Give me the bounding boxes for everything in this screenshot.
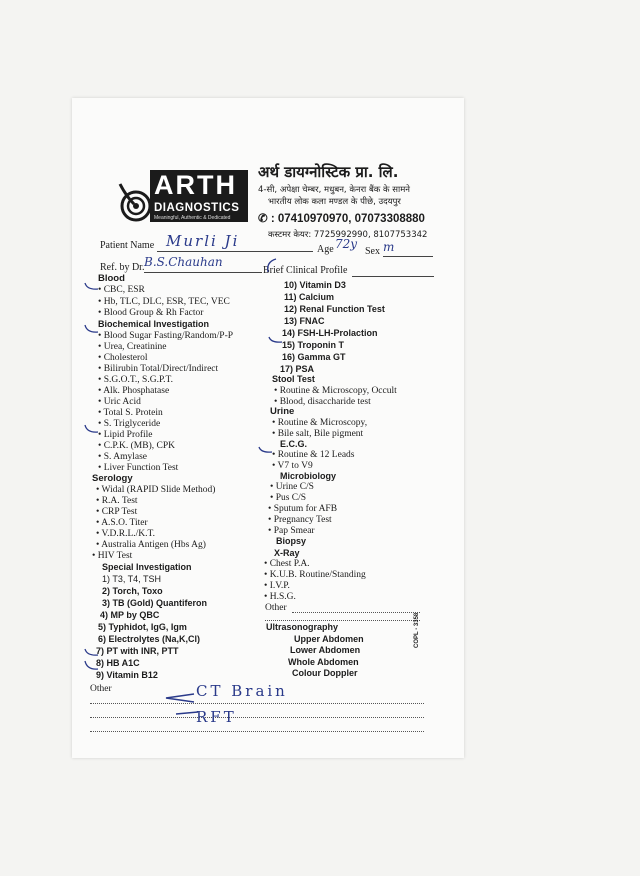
biopsy-heading: Biopsy bbox=[276, 536, 307, 546]
ref-doctor-value: B.S.Chauhan bbox=[144, 255, 223, 269]
other-dotted-line bbox=[265, 620, 420, 621]
test-item: • Bile salt, Bile pigment bbox=[272, 429, 364, 439]
stool-test-heading: Stool Test bbox=[272, 374, 315, 384]
lab-customer-care: कस्टमर केयर: 7725992990, 8107753342 bbox=[268, 230, 428, 240]
test-item: • Australia Antigen (Hbs Ag) bbox=[96, 540, 206, 550]
xray-heading: X-Ray bbox=[274, 548, 300, 558]
test-item: • Lipid Profile bbox=[98, 430, 153, 440]
test-item: • Liver Function Test bbox=[98, 463, 179, 473]
pen-tick-icon bbox=[84, 280, 100, 292]
patient-name-label: Patient Name bbox=[100, 240, 155, 251]
test-item: 14) FSH-LH-Prolaction bbox=[282, 328, 378, 338]
test-item: • Chest P.A. bbox=[264, 559, 310, 569]
pen-tick-icon bbox=[268, 334, 284, 346]
test-item: • Cholesterol bbox=[98, 353, 148, 363]
logo-subtitle: DIAGNOSTICS bbox=[154, 202, 240, 214]
urine-heading: Urine bbox=[270, 406, 295, 417]
test-item: 16) Gamma GT bbox=[282, 352, 346, 362]
test-item: 3) TB (Gold) Quantiferon bbox=[102, 598, 207, 608]
microbiology-heading: Microbiology bbox=[280, 471, 336, 481]
test-item: • CBC, ESR bbox=[98, 285, 145, 295]
lab-name-hindi: अर्थ डायग्नोस्टिक प्रा. लि. bbox=[258, 163, 399, 181]
test-item: • Hb, TLC, DLC, ESR, TEC, VEC bbox=[98, 297, 230, 307]
handwritten-arrow-icon bbox=[160, 684, 200, 726]
test-item: • Blood Group & Rh Factor bbox=[98, 308, 204, 318]
ecg-heading: E.C.G. bbox=[280, 439, 308, 449]
test-item: • Pregnancy Test bbox=[268, 515, 332, 525]
blood-heading: Blood bbox=[98, 273, 125, 284]
sex-value: m bbox=[383, 240, 395, 254]
test-item: • S.G.O.T., S.G.P.T. bbox=[98, 375, 174, 385]
other-dotted-line bbox=[90, 731, 424, 732]
test-item: 15) Troponin T bbox=[282, 340, 344, 350]
test-item: • Alk. Phosphatase bbox=[98, 386, 170, 396]
test-item: 7) PT with INR, PTT bbox=[96, 646, 179, 656]
test-item: • R.A. Test bbox=[96, 496, 138, 506]
test-item: Lower Abdomen bbox=[290, 645, 361, 655]
test-item: • Urine C/S bbox=[270, 482, 314, 492]
test-item: 10) Vitamin D3 bbox=[284, 280, 346, 290]
test-item: • Widal (RAPID Slide Method) bbox=[96, 485, 216, 495]
test-item: • Pap Smear bbox=[268, 526, 315, 536]
pen-tick-icon bbox=[258, 444, 274, 456]
other-dotted-line bbox=[292, 612, 420, 613]
test-item: • V.D.R.L./K.T. bbox=[96, 529, 156, 539]
pen-tick-icon bbox=[84, 422, 100, 436]
test-item: • Routine & Microscopy, Occult bbox=[274, 386, 397, 396]
test-item: Whole Abdomen bbox=[288, 657, 359, 667]
test-item: 6) Electrolytes (Na,K,Cl) bbox=[98, 634, 201, 644]
test-item: Upper Abdomen bbox=[294, 634, 364, 644]
arth-logo bbox=[150, 170, 248, 222]
handwritten-note-ct-brain: CT Brain bbox=[196, 682, 288, 700]
test-item: 12) Renal Function Test bbox=[284, 304, 385, 314]
other-right-label: Other bbox=[265, 603, 287, 613]
sex-label: Sex bbox=[365, 246, 380, 257]
test-item: • Bilirubin Total/Direct/Indirect bbox=[98, 364, 219, 374]
test-item: 17) PSA bbox=[280, 364, 315, 374]
pen-tick-icon bbox=[264, 258, 278, 274]
test-item: • Total S. Protein bbox=[98, 408, 163, 418]
test-item: • C.P.K. (MB), CPK bbox=[98, 441, 175, 451]
ref-doctor-line bbox=[144, 272, 262, 273]
test-item: 1) T3, T4, TSH bbox=[102, 574, 162, 584]
test-item: 8) HB A1C bbox=[96, 658, 140, 668]
lab-phone: ✆ : 07410970970, 07073308880 bbox=[258, 213, 425, 225]
ultrasonography-heading: Ultrasonography bbox=[266, 622, 339, 632]
test-item: • Blood Sugar Fasting/Random/P-P bbox=[98, 331, 234, 341]
patient-name-value: Murli Ji bbox=[166, 232, 240, 250]
test-item: 2) Torch, Toxo bbox=[102, 586, 163, 596]
other-dotted-line bbox=[90, 717, 424, 718]
test-item: 4) MP by QBC bbox=[100, 610, 160, 620]
age-value: 72y bbox=[335, 237, 358, 251]
ref-doctor-label: Ref. by Dr. bbox=[100, 262, 145, 273]
sex-line bbox=[383, 256, 433, 257]
test-item: • H.S.G. bbox=[264, 592, 296, 602]
test-item: • Routine & 12 Leads bbox=[272, 450, 355, 460]
logo-tagline: Meaningful, Authentic & Dedicated bbox=[154, 215, 231, 221]
brief-clinical-profile-line bbox=[352, 276, 434, 277]
handwritten-note-rft: RFT bbox=[196, 708, 237, 726]
test-item: • HIV Test bbox=[92, 551, 133, 561]
test-item: • I.V.P. bbox=[264, 581, 290, 591]
test-item: 5) Typhidot, IgG, Igm bbox=[98, 622, 187, 632]
pen-tick-icon bbox=[84, 322, 100, 336]
test-item: • S. Amylase bbox=[98, 452, 147, 462]
test-item: • Pus C/S bbox=[270, 493, 307, 503]
other-dotted-line bbox=[90, 703, 424, 704]
biochemical-heading: Biochemical Investigation bbox=[98, 319, 210, 329]
lab-address-line1: 4-सी, अपेक्षा चेम्बर, मधुबन, केनरा बैंक के सामने bbox=[258, 185, 411, 195]
brief-clinical-profile-label: Brief Clinical Profile bbox=[263, 265, 348, 276]
test-item: • S. Triglyceride bbox=[98, 419, 161, 429]
test-item: • A.S.O. Titer bbox=[96, 518, 148, 528]
test-item: 11) Calcium bbox=[284, 292, 335, 302]
special-investigation-heading: Special Investigation bbox=[102, 562, 192, 572]
test-item: 9) Vitamin B12 bbox=[96, 670, 158, 680]
test-item: • K.U.B. Routine/Standing bbox=[264, 570, 366, 580]
test-item: • CRP Test bbox=[96, 507, 138, 517]
pen-tick-icon bbox=[84, 646, 100, 674]
test-item: Colour Doppler bbox=[292, 668, 358, 678]
form-code: COPL - 3358 bbox=[414, 612, 420, 648]
patient-name-line bbox=[157, 251, 313, 252]
test-item: • V7 to V9 bbox=[272, 461, 313, 471]
age-label: Age bbox=[317, 244, 334, 255]
serology-heading: Serology bbox=[92, 473, 133, 484]
logo-wordmark: ARTH bbox=[154, 170, 237, 200]
test-item: • Blood, disaccharide test bbox=[274, 397, 371, 407]
test-item: • Urea, Creatinine bbox=[98, 342, 167, 352]
test-item: • Sputum for AFB bbox=[268, 504, 338, 514]
lab-address-line2: भारतीय लोक कला मण्डल के पीछे, उदयपुर bbox=[268, 197, 401, 207]
test-item: • Routine & Microscopy, bbox=[272, 418, 368, 428]
test-item: • Uric Acid bbox=[98, 397, 141, 407]
other-left-label: Other bbox=[90, 684, 112, 694]
test-item: 13) FNAC bbox=[284, 316, 325, 326]
